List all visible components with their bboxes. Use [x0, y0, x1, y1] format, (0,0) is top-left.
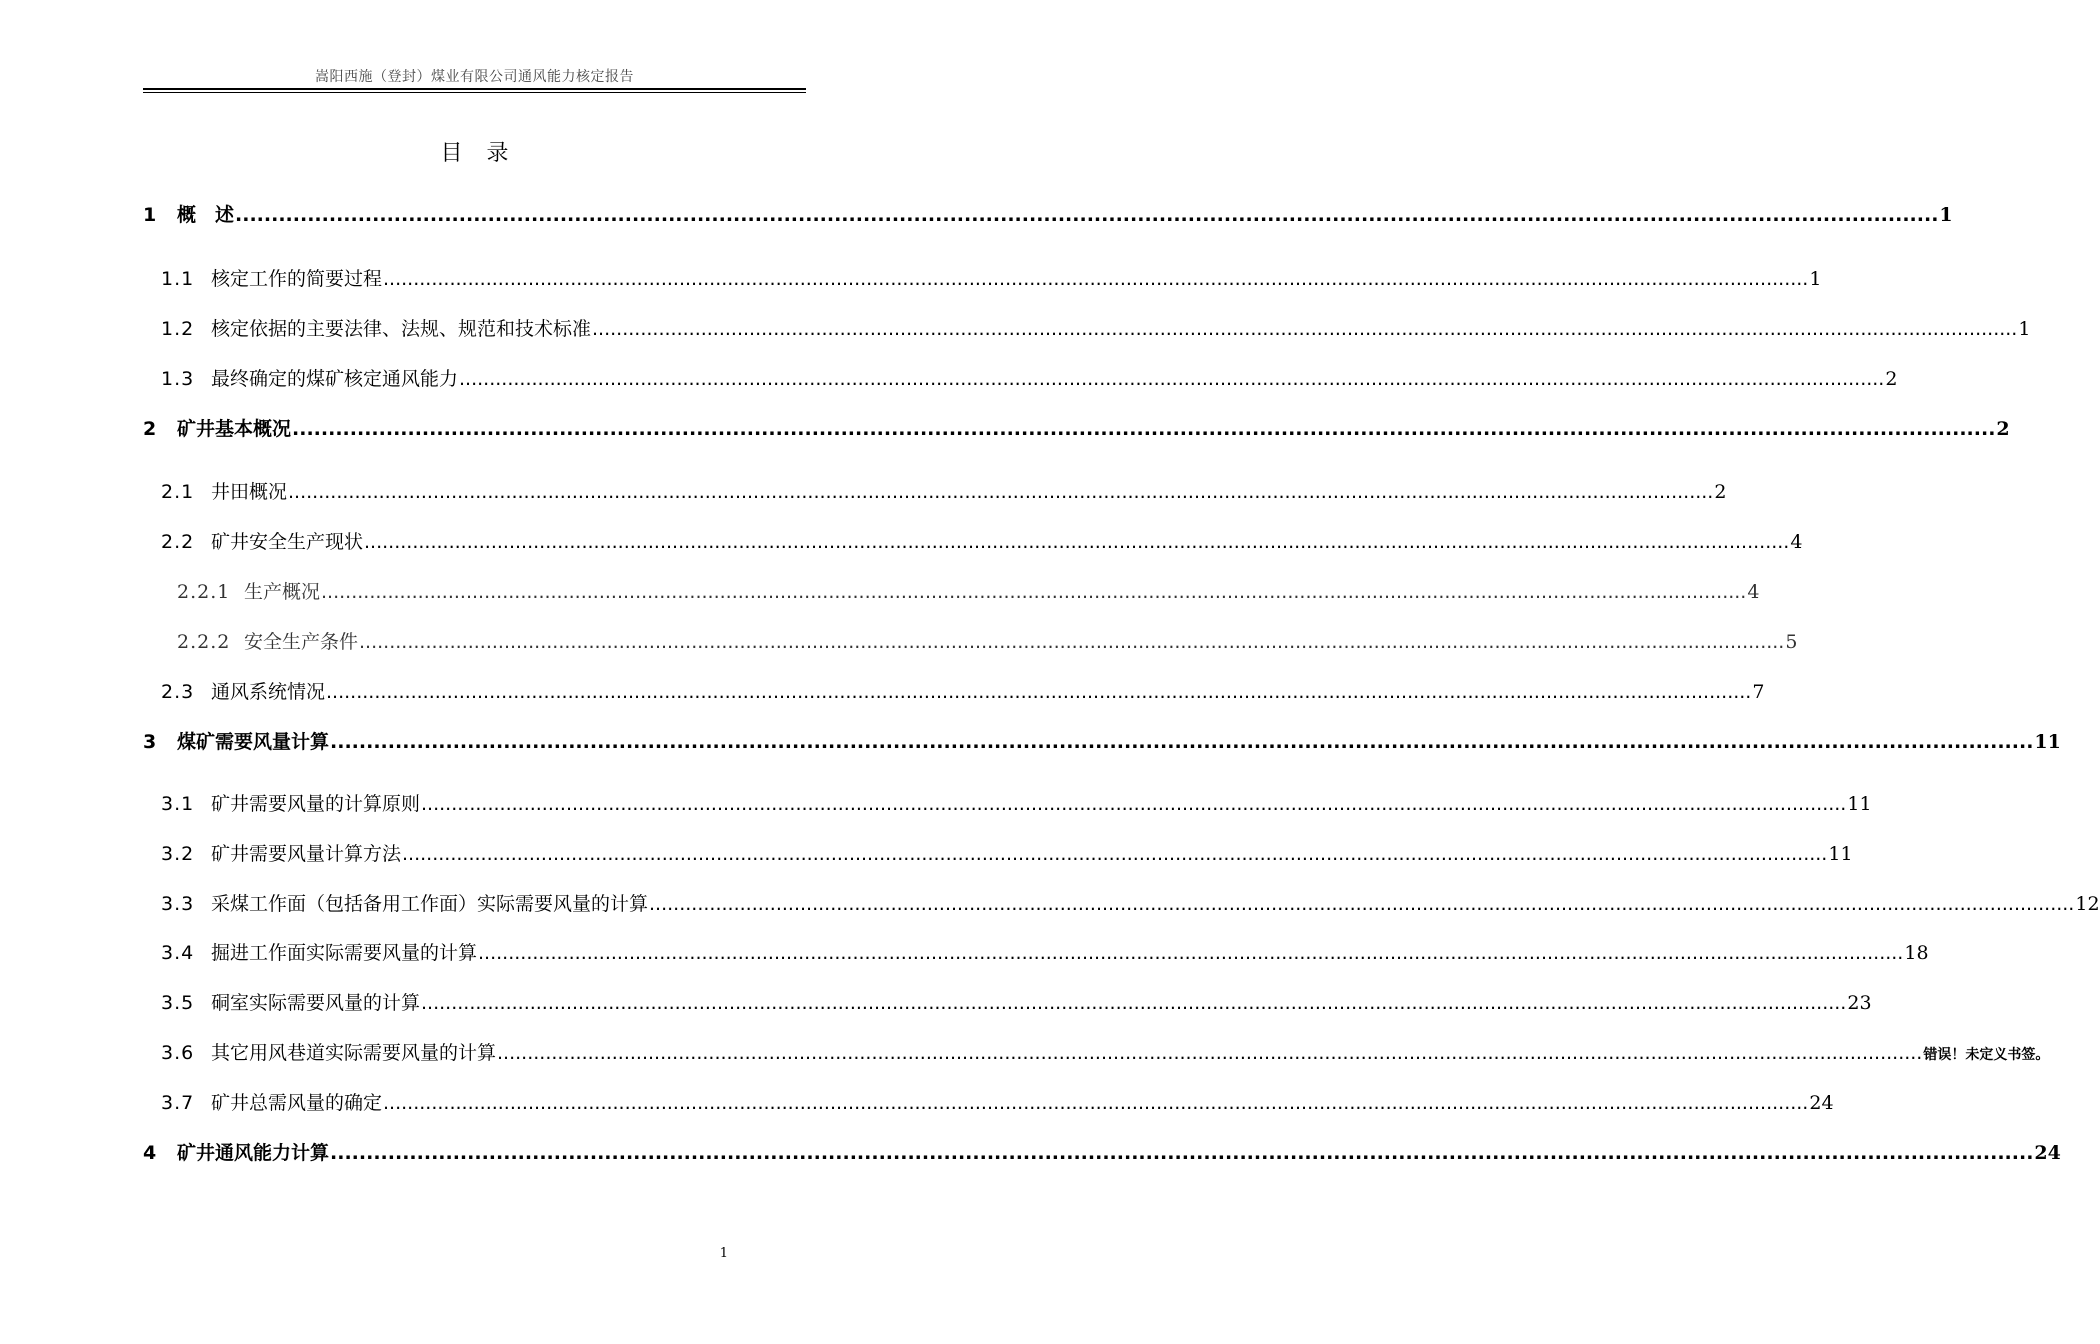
toc-entry[interactable]: [143, 414, 2010, 442]
toc-entry[interactable]: [143, 364, 1898, 392]
toc-entry-page: 1: [2018, 318, 2031, 340]
toc-entry-page: 7: [1752, 681, 1765, 703]
toc-entry[interactable]: [143, 988, 1872, 1016]
toc-entry-page: 23: [1847, 992, 1872, 1014]
page-header: 嵩阳西施（登封）煤业有限公司通风能力核定报告: [315, 69, 634, 85]
toc-entry-text: 矿井总需风量的确定: [211, 1092, 383, 1114]
toc-entry-page: 11: [1828, 843, 1853, 865]
toc-entry-number: 3.1: [161, 793, 195, 815]
toc-entry-page: 24: [2034, 1142, 2061, 1164]
toc-leader-dots: ............................................................................................................................................................................................................................................: [359, 631, 1785, 653]
toc-entry-number: 1.1: [161, 268, 195, 290]
toc-entry-number: 3.4: [161, 942, 195, 964]
toc-leader-dots: ............................................................................................................................................................................................................................................: [592, 318, 2018, 340]
toc-entry-number: 3.7: [161, 1092, 195, 1114]
toc-entry-number: 2.1: [161, 481, 195, 503]
toc-entry[interactable]: [143, 200, 1953, 228]
toc-entry-number: 3.3: [161, 893, 195, 915]
toc-entry-page: 24: [1809, 1092, 1834, 1114]
toc-entry-text: 煤矿需要风量计算: [177, 731, 330, 753]
toc-entry-page-error: 错误！未定义书签。: [1923, 1047, 2050, 1063]
toc-entry-number: 2.2.1: [177, 581, 231, 603]
toc-entry[interactable]: [143, 527, 1803, 555]
toc-leader-dots: ............................................................................................................................................................................................................................................: [497, 1042, 1923, 1064]
toc-leader-dots: ............................................................................................................................................................................................................................................: [364, 531, 1790, 553]
toc-entry-page: 1: [1809, 268, 1822, 290]
toc-entry-page: 2: [1996, 418, 2010, 440]
toc-entry-number: 2.3: [161, 681, 195, 703]
toc-leader-dots: ............................................................................................................................................................................................................................................: [383, 1092, 1809, 1114]
toc-entry-text: 矿井安全生产现状: [211, 531, 364, 553]
toc-leader-dots: ............................................................................................................................................................................................................................................: [330, 731, 2034, 753]
toc-entry[interactable]: [143, 789, 1872, 817]
toc-leader-dots: ............................................................................................................................................................................................................................................: [478, 942, 1904, 964]
toc-entry[interactable]: [143, 264, 1822, 292]
toc-leader-dots: ............................................................................................................................................................................................................................................: [421, 793, 1847, 815]
toc-entry-text: 通风系统情况: [211, 681, 326, 703]
header-rule: [143, 88, 806, 90]
toc-entry-number: 3.2: [161, 843, 195, 865]
toc-entry-page: 11: [2034, 731, 2061, 753]
toc-entry-number: 4: [143, 1142, 157, 1164]
toc-entry[interactable]: [143, 1038, 2050, 1066]
toc-entry-number: 2: [143, 418, 157, 440]
toc-entry-text: 矿井需要风量的计算原则: [211, 793, 421, 815]
toc-leader-dots: ............................................................................................................................................................................................................................................: [421, 992, 1847, 1014]
toc-entry[interactable]: [143, 1088, 1834, 1116]
toc-entry-page: 1: [1939, 204, 1953, 226]
toc-leader-dots: ............................................................................................................................................................................................................................................: [292, 418, 1996, 440]
toc-entry-number: 3: [143, 731, 157, 753]
page-number: 1: [719, 1246, 728, 1261]
toc-entry-text: 采煤工作面（包括备用工作面）实际需要风量的计算: [211, 893, 649, 915]
toc-entry[interactable]: [143, 889, 2100, 917]
toc-entry-number: 2.2: [161, 531, 195, 553]
toc-leader-dots: ............................................................................................................................................................................................................................................: [326, 681, 1752, 703]
toc-entry-text: 矿井基本概况: [177, 418, 292, 440]
toc-leader-dots: ............................................................................................................................................................................................................................................: [235, 204, 1939, 226]
toc-entry-page: 2: [1714, 481, 1727, 503]
toc-leader-dots: ............................................................................................................................................................................................................................................: [402, 843, 1828, 865]
toc-entry-text: 矿井需要风量计算方法: [211, 843, 402, 865]
header-rule-thin: [143, 92, 806, 93]
toc-entry-text: 其它用风巷道实际需要风量的计算: [211, 1042, 497, 1064]
toc-entry-text: 安全生产条件: [244, 631, 359, 653]
toc-leader-dots: ............................................................................................................................................................................................................................................: [383, 268, 1809, 290]
toc-entry-text: 矿井通风能力计算: [177, 1142, 330, 1164]
toc-entry[interactable]: [143, 938, 1929, 966]
toc-entry[interactable]: [143, 839, 1853, 867]
toc-title: 目录: [440, 141, 533, 166]
toc-entry-text: 掘进工作面实际需要风量的计算: [211, 942, 478, 964]
toc-entry-number: 1.3: [161, 368, 195, 390]
toc-entry[interactable]: [143, 627, 1798, 655]
toc-leader-dots: ............................................................................................................................................................................................................................................: [321, 581, 1747, 603]
toc-leader-dots: ............................................................................................................................................................................................................................................: [288, 481, 1714, 503]
toc-entry-text: 硐室实际需要风量的计算: [211, 992, 421, 1014]
toc-entry[interactable]: [143, 477, 1727, 505]
toc-entry[interactable]: [143, 1138, 2061, 1166]
toc-entry-text: 核定工作的简要过程: [211, 268, 383, 290]
toc-entry-page: 18: [1904, 942, 1929, 964]
toc-entry-page: 5: [1785, 631, 1798, 653]
toc-entry-page: 11: [1847, 793, 1872, 815]
toc-entry-text: 核定依据的主要法律、法规、规范和技术标准: [211, 318, 592, 340]
toc-entry-number: 1.2: [161, 318, 195, 340]
toc-entry-text: 概 述: [177, 204, 235, 226]
toc-entry-page: 4: [1790, 531, 1803, 553]
toc-entry[interactable]: [143, 727, 2061, 755]
toc-entry[interactable]: [143, 314, 2031, 342]
toc-leader-dots: ............................................................................................................................................................................................................................................: [459, 368, 1885, 390]
toc-entry-page: 4: [1747, 581, 1760, 603]
toc-leader-dots: ............................................................................................................................................................................................................................................: [649, 893, 2075, 915]
toc-entry-number: 1: [143, 204, 157, 226]
toc-entry-number: 3.6: [161, 1042, 195, 1064]
toc-entry-text: 最终确定的煤矿核定通风能力: [211, 368, 459, 390]
toc-entry-number: 3.5: [161, 992, 195, 1014]
toc-entry-text: 生产概况: [244, 581, 321, 603]
toc-entry[interactable]: [143, 577, 1760, 605]
toc-entry[interactable]: [143, 677, 1765, 705]
toc-entry-page: 12: [2075, 893, 2100, 915]
toc-entry-text: 井田概况: [211, 481, 288, 503]
toc-entry-page: 2: [1885, 368, 1898, 390]
toc-leader-dots: ............................................................................................................................................................................................................................................: [330, 1142, 2034, 1164]
toc-entry-number: 2.2.2: [177, 631, 231, 653]
